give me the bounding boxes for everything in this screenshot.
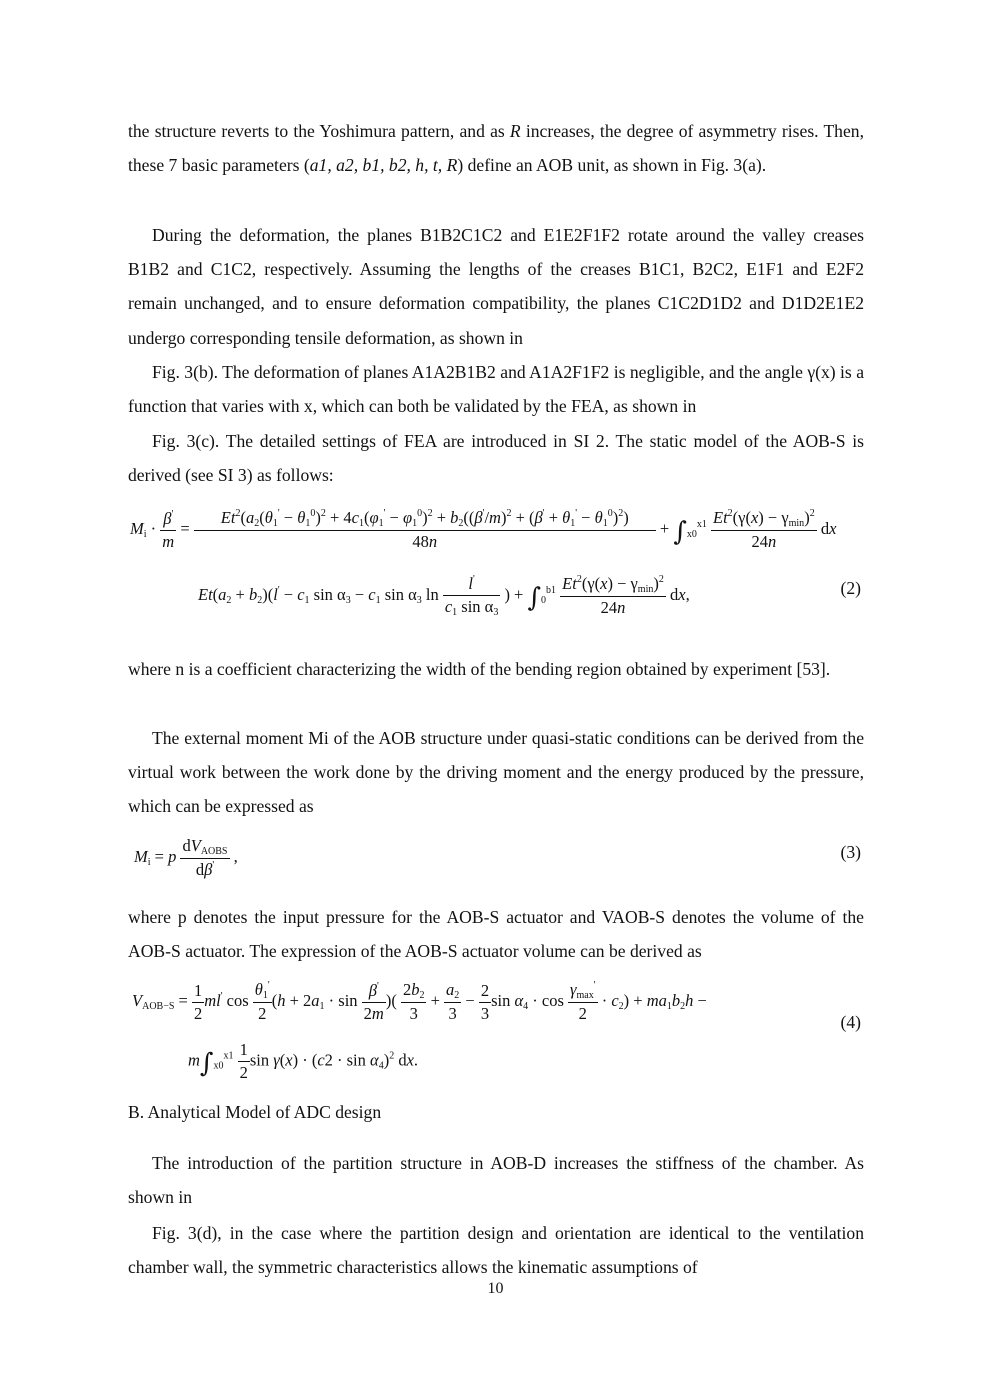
text-run: the structure reverts to the Yoshimura pattern, and as bbox=[128, 121, 510, 141]
equation-3: $M_i = p$ $\frac{dV_{AOBS}}{d\beta'}$ , bbox=[134, 836, 238, 879]
equation-number: (2) bbox=[840, 578, 861, 598]
paragraph-5: where n is a coefficient characterizing the width of the bending region obtained by experiment [53]. bbox=[128, 659, 831, 679]
paragraph-1 bbox=[128, 114, 864, 182]
page-number: 10 bbox=[487, 1280, 504, 1297]
equation-number: (3) bbox=[840, 842, 861, 862]
equation-number: (4) bbox=[840, 1012, 861, 1032]
paragraph-7: where p denotes the input pressure for the AOB-S actuator and VAOB-S denotes the volume of the AOB-S actuator. The expression of the AOB-S actuator volume can be derived as bbox=[128, 907, 864, 962]
paragraph-6: The external moment Mi of the AOB structure under quasi-static conditions can be derived from the virtual work between the work done by the driving moment and the energy produced by the pressure, which can be expressed as bbox=[128, 728, 864, 817]
paragraph-2: During the deformation, the planes B1B2C1C2 and E1E2F1F2 rotate around the valley creases B1B2 and C1C2, respectively. Assuming the lengths of the creases B1C1, B2C2, E1F1 and E2F2 remain unchanged, and to ensure deformation compatibility, the planes C1C2D1D2 and D1D2E1E2 undergo corresponding tensile deformation, as shown in bbox=[128, 225, 864, 348]
equation-4-line-1: $V_{AOB-S}$ = $\frac{1}{2}$ ml' cos $\frac{\theta_1'}{2}$ ($h + 2a_1 \cdot \sin$ $\frac{\beta'}{2m}$ )( $\frac{2b_2}{3}$ + $\frac{a_2}{3}$ − $\frac{2}{3}$ $\sin \alpha_4 \cdot \cos$ $\frac{\gamma_{max}'}{2}$ · $c_2) + ma_1b_2h$ − bbox=[132, 980, 707, 1023]
paragraph-3: Fig. 3(b). The deformation of planes A1A2B1B2 and A1A2F1F2 is negligible, and the angle γ(x) is a function that varies with x, which can both be validated by the FEA, as shown in bbox=[128, 362, 864, 417]
equation-2-line-2: $Et(a_2 + b_2)(l' - c_1$ $\sin \alpha_3 - c_1$ $\sin \alpha_3$ ln $\frac{l'}{c_1 \sin \alpha_3}$ ) + $\int_0^{b1}$ $\frac{Et^2(\gamma(x) - \gamma_{min})^2}{24n}$ dx, bbox=[198, 574, 690, 618]
paragraph-9: Fig. 3(d), in the case where the partition design and orientation are identical to the ventilation chamber wall, the symmetric characteristics allows the kinematic assumptions of bbox=[128, 1223, 864, 1278]
text-run: increases, the degree of asymmetry rises. Then, these 7 basic parameters ( bbox=[128, 121, 864, 176]
paragraph-4: Fig. 3(c). The detailed settings of FEA are introduced in SI 2. The static model of the AOB-S is derived (see SI 3) as follows: bbox=[128, 431, 864, 486]
equation-2-line-1: $M_i$ · $\frac{\beta'}{m}$ = $Et^2(a_2(\theta_1' - \theta_1^0)^2 + 4c_1(\varphi_1' - \varphi_1^0)^2 + b_2((\beta'/m)^2 + (\beta' + \theta_1' - \theta_1^0)^2)$ 48n + $\int_{x0}^{x1}$ $\frac{Et^2(\gamma(x) - \gamma_{min})^2}{24n}$ dx bbox=[130, 508, 837, 551]
paragraph-8: The introduction of the partition structure in AOB-D increases the stiffness of the chamber. As shown in bbox=[128, 1153, 864, 1208]
text-run: R bbox=[509, 121, 521, 141]
equation-4-line-2: $m\int_{x0}^{x1}$ $\frac{1}{2}$ $\sin \gamma(x) \cdot (c2 \cdot \sin \alpha_4)^2$ dx. bbox=[188, 1040, 419, 1082]
text-run: a1, a2, b1, b2, h, t, R bbox=[309, 155, 458, 176]
section-heading: B. Analytical Model of ADC design bbox=[128, 1102, 382, 1122]
text-run: ) define an AOB unit, as shown in Fig. 3(a). bbox=[457, 155, 767, 176]
